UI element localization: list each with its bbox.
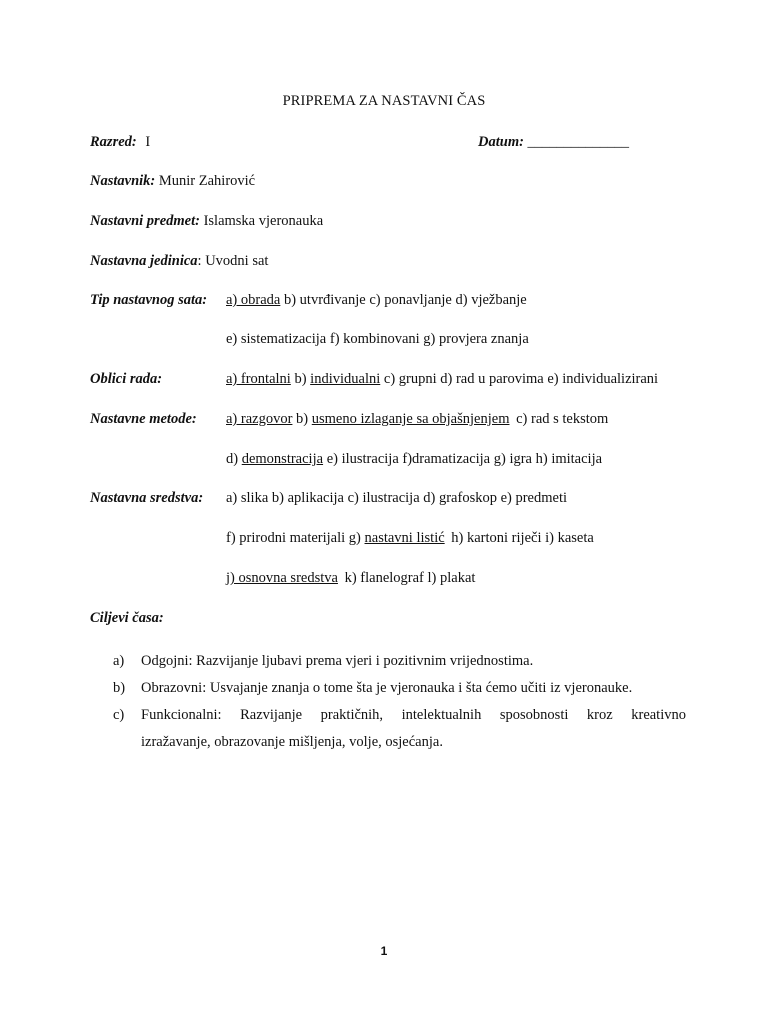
goal-obrazovni: Obrazovni: Usvajanje znanja o tome šta je vjeronauka i šta ćemo učiti iz vjeronauke. xyxy=(141,680,633,696)
metode-options-line1 xyxy=(226,411,608,428)
sredstva-row xyxy=(90,490,203,507)
oblici-options xyxy=(226,371,658,388)
oblici-row xyxy=(90,371,162,388)
oblici-option-b-selected: individualni xyxy=(310,371,381,387)
list-item xyxy=(90,648,686,675)
sredstva-line2-prefix: f) prirodni materijali g) xyxy=(226,530,361,546)
tip-option-a-selected: a) obrada xyxy=(226,292,281,308)
list-item xyxy=(90,702,686,756)
ciljevi-label: Ciljevi časa: xyxy=(90,610,164,626)
jedinica-value: Uvodni sat xyxy=(205,253,269,269)
metode-label: Nastavne metode: xyxy=(90,411,197,427)
tip-options-line2: e) sistematizacija f) kombinovani g) provjera znanja xyxy=(226,331,529,347)
metode-options-line2 xyxy=(226,451,602,468)
tip-label: Tip nastavnog sata: xyxy=(90,292,208,308)
sredstva-options-line3 xyxy=(226,570,475,587)
jedinica-sep: : xyxy=(197,253,202,269)
metode-options-rest2: e) ilustracija f)dramatizacija g) igra h) imitacija xyxy=(326,451,603,467)
sredstva-option-j-selected: j) osnovna sredstva xyxy=(226,570,338,586)
metode-b-prefix: b) xyxy=(296,411,309,427)
jedinica-row xyxy=(90,253,268,270)
tip-options-line1 xyxy=(226,292,527,309)
list-marker: c) xyxy=(113,707,125,723)
oblici-label: Oblici rada: xyxy=(90,371,163,387)
metode-option-b-selected: usmeno izlaganje sa objašnjenjem xyxy=(311,411,510,427)
metode-option-a-selected: a) razgovor xyxy=(226,411,293,427)
ciljevi-list xyxy=(90,648,686,756)
razred-row xyxy=(90,134,150,151)
datum-label: Datum: xyxy=(478,134,524,150)
page-number: 1 xyxy=(380,944,388,958)
sredstva-label: Nastavna sredstva: xyxy=(90,490,204,506)
predmet-label: Nastavni predmet: xyxy=(90,213,200,229)
sredstva-line3-rest: k) flanelograf l) plakat xyxy=(344,570,476,586)
metode-options-rest: c) rad s tekstom xyxy=(516,411,609,427)
sredstva-options-line2 xyxy=(226,530,594,547)
metode-d-prefix: d) xyxy=(226,451,239,467)
list-marker: b) xyxy=(113,680,126,696)
oblici-option-a-selected: a) frontalni xyxy=(226,371,291,387)
metode-row xyxy=(90,411,197,428)
nastavnik-label: Nastavnik: xyxy=(90,173,156,189)
goal-funkcionalni-line1: Funkcionalni: Razvijanje praktičnih, intelektualnih sposobnosti kroz kreativno xyxy=(141,707,686,723)
sredstva-options-line1: a) slika b) aplikacija c) ilustracija d) grafoskop e) predmeti xyxy=(226,490,568,506)
page-title: PRIPREMA ZA NASTAVNI ČAS xyxy=(282,93,486,109)
oblici-b-prefix: b) xyxy=(294,371,307,387)
ciljevi-row xyxy=(90,610,164,627)
nastavnik-value: Munir Zahirović xyxy=(158,173,256,189)
razred-value: I xyxy=(145,134,151,150)
sredstva-option-g-selected: nastavni listić xyxy=(364,530,445,546)
datum-row xyxy=(478,134,629,151)
razred-label: Razred: xyxy=(90,134,137,150)
metode-option-d-selected: demonstracija xyxy=(241,451,324,467)
oblici-options-rest: c) grupni d) rad u parovima e) individualizirani xyxy=(383,371,659,387)
tip-row xyxy=(90,292,207,309)
nastavnik-row xyxy=(90,173,255,190)
list-marker: a) xyxy=(113,653,125,669)
predmet-value: Islamska vjeronauka xyxy=(203,213,324,229)
goal-odgojni: Odgojni: Razvijanje ljubavi prema vjeri i pozitivnim vrijednostima. xyxy=(141,653,534,669)
list-item xyxy=(90,675,686,702)
predmet-row xyxy=(90,213,323,230)
tip-options-rest: b) utvrđivanje c) ponavljanje d) vježbanje xyxy=(283,292,527,308)
sredstva-line2-rest: h) kartoni riječi i) kaseta xyxy=(451,530,594,546)
jedinica-label: Nastavna jedinica xyxy=(90,253,198,269)
datum-value: ______________ xyxy=(527,134,630,150)
goal-funkcionalni-line2: izražavanje, obrazovanje mišljenja, volje, osjećanja. xyxy=(141,734,443,750)
